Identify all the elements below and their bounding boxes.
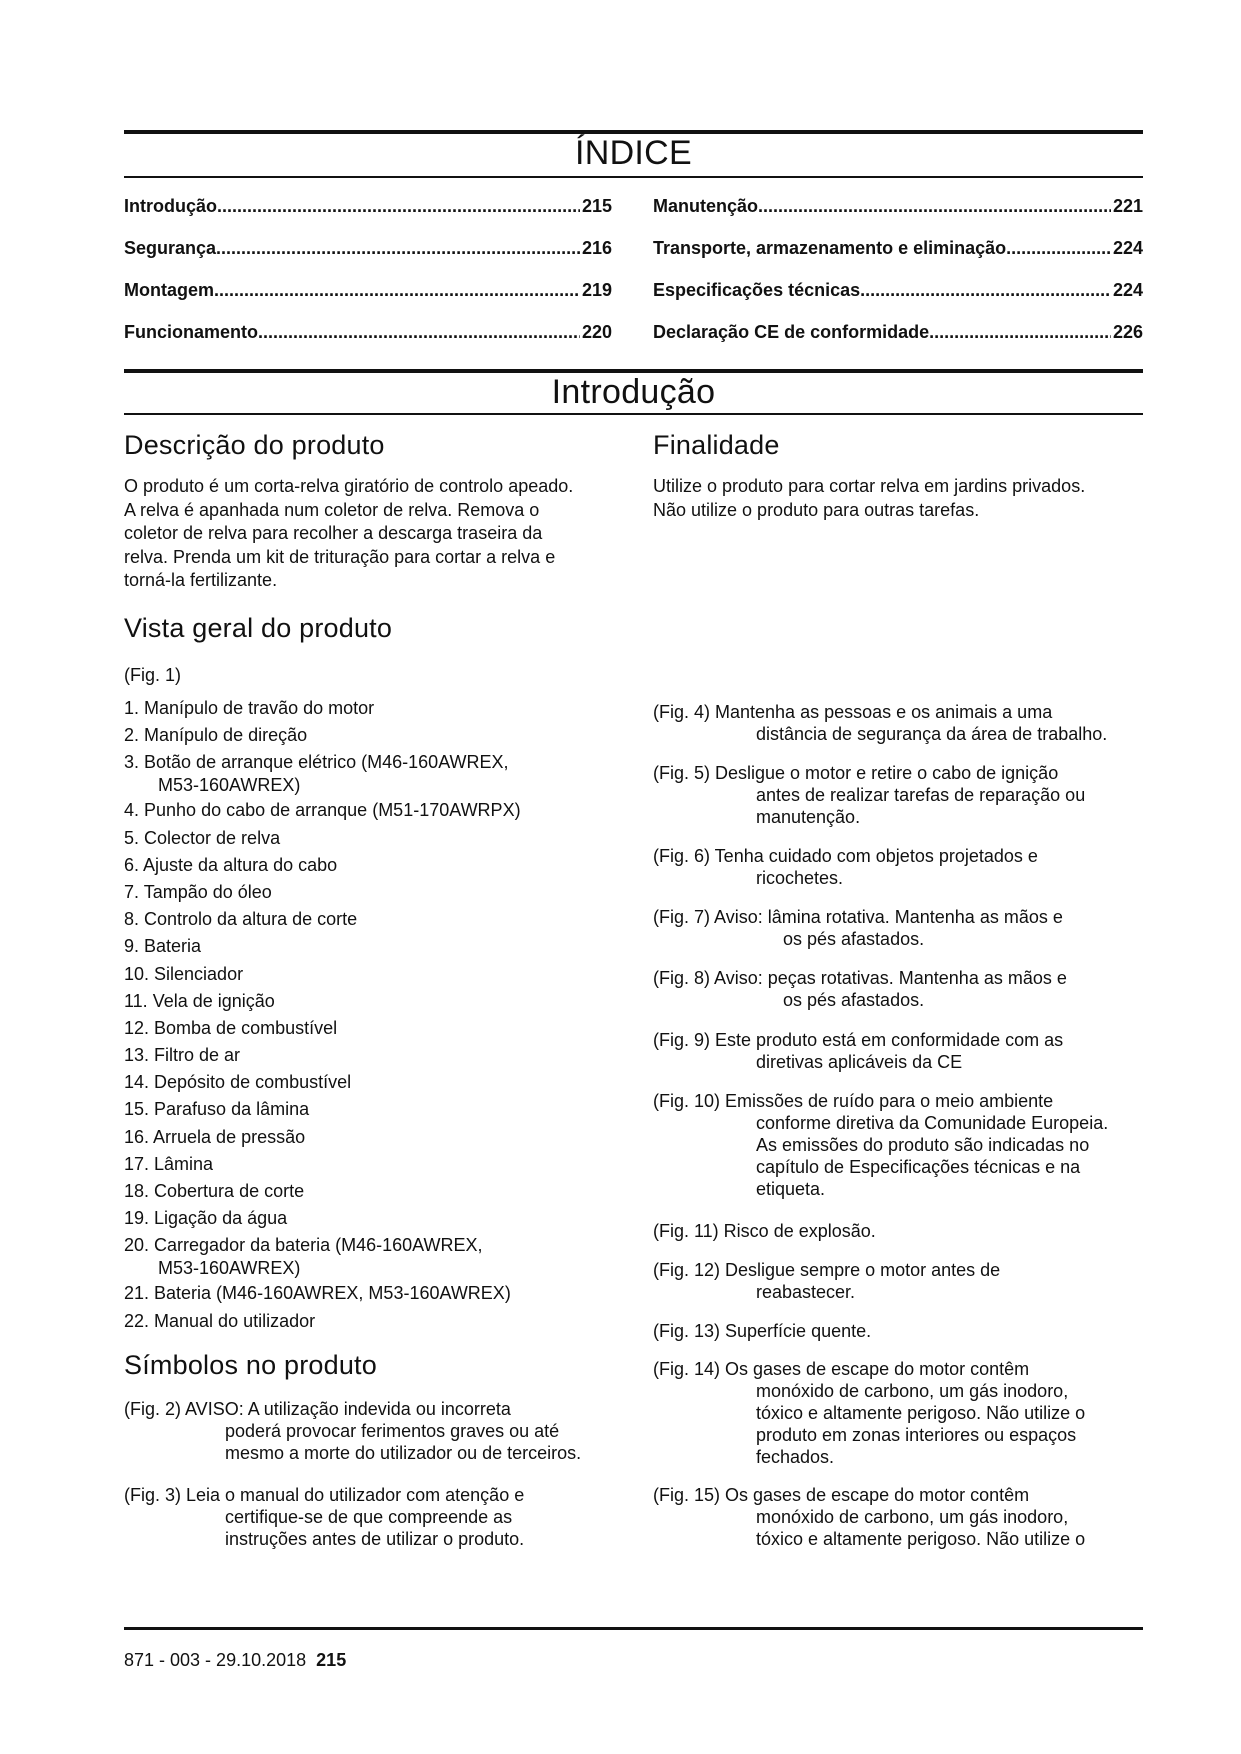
list-item: 21. Bateria (M46-160AWREX, M53-160AWREX) (124, 1283, 511, 1304)
vista-heading: Vista geral do produto (124, 613, 393, 643)
symbol-fig-11: (Fig. 11) Risco de explosão. (653, 1221, 876, 1241)
toc-title: ÍNDICE (574, 134, 693, 172)
list-item: 22. Manual do utilizador (124, 1310, 316, 1331)
footer-rule (124, 1627, 1143, 1630)
symbol-fig-7: (Fig. 7) Aviso: lâmina rotativa. Mantenha as mãos e os pés afastados. (653, 907, 1063, 949)
toc-entry-seguranca[interactable]: Segurança ..... 216 (124, 235, 612, 259)
intro-title-rule (124, 413, 1143, 415)
finalidade-heading: Finalidade (653, 430, 780, 460)
symbol-fig-5: (Fig. 5) Desligue o motor e retire o cabo de ignição antes de realizar tarefas de reparação ou manutenção. (653, 763, 1086, 827)
list-item: 2. Manípulo de direção (124, 725, 308, 746)
symbol-fig-13: (Fig. 13) Superfície quente. (653, 1321, 872, 1341)
list-item: 17. Lâmina (124, 1153, 214, 1174)
symbol-fig-9: (Fig. 9) Este produto está em conformidade com as diretivas aplicáveis da CE (653, 1030, 1064, 1072)
page-footer (124, 1650, 346, 1671)
symbol-fig-6: (Fig. 6) Tenha cuidado com objetos projetados e ricochetes. (653, 846, 1038, 888)
symbol-fig-2: (Fig. 2) AVISO: A utilização indevida ou incorreta poderá provocar ferimentos graves ou até mesmo a morte do utilizador ou de terceiros. (124, 1399, 582, 1463)
symbol-fig-4: (Fig. 4) Mantenha as pessoas e os animais a uma distância de segurança da área de trabalho. (653, 702, 1108, 744)
list-item: 13. Filtro de ar (124, 1045, 241, 1066)
symbol-fig-8: (Fig. 8) Aviso: peças rotativas. Mantenha as mãos e os pés afastados. (653, 968, 1067, 1010)
toc-title-rule (124, 176, 1143, 178)
toc-entry-transporte[interactable]: Transporte, armazenamento e eliminação ..... 224 (653, 235, 1143, 259)
toc-entry-funcionamento[interactable]: Funcionamento ..... 220 (124, 319, 612, 343)
list-item: 19. Ligação da água (124, 1208, 288, 1229)
simbolos-heading: Símbolos no produto (124, 1350, 377, 1380)
list-item: 6. Ajuste da altura do cabo (124, 854, 338, 875)
toc-entry-especificacoes[interactable]: Especificações técnicas ..... 224 (653, 277, 1143, 301)
component-list (124, 697, 624, 1337)
doc-reference: 871 - 003 - 29.10.2018 (124, 1650, 307, 1670)
list-item: 14. Depósito de combustível (124, 1072, 352, 1093)
symbol-fig-3: (Fig. 3) Leia o manual do utilizador com atenção e certifique-se de que compreende as instruções antes de utilizar o produto. (124, 1485, 525, 1549)
symbol-fig-14: (Fig. 14) Os gases de escape do motor contêm monóxido de carbono, um gás inodoro, tóxico e altamente perigoso. Não utilize o produto em zonas interiores ou espaços fechados. (653, 1359, 1086, 1467)
list-item: 11. Vela de ignição (124, 990, 275, 1011)
symbol-fig-15: (Fig. 15) Os gases de escape do motor contêm monóxido de carbono, um gás inodoro, tóxico e altamente perigoso. Não utilize o (653, 1485, 1086, 1549)
list-item: 8. Controlo da altura de corte (124, 909, 358, 930)
list-item: 12. Bomba de combustível (124, 1017, 338, 1038)
vista-fig-ref: (Fig. 1) (124, 665, 182, 685)
list-item: 16. Arruela de pressão (124, 1126, 306, 1147)
toc-entry-introducao[interactable]: Introdução ..... 215 (124, 193, 612, 217)
list-item: 15. Parafuso da lâmina (124, 1099, 310, 1120)
symbol-fig-12: (Fig. 12) Desligue sempre o motor antes de reabastecer. (653, 1260, 1001, 1302)
list-item: 3. Botão de arranque elétrico (M46-160AWREX, M53-160AWREX) (124, 752, 509, 796)
toc-entry-manutencao[interactable]: Manutenção ..... 221 (653, 193, 1143, 217)
finalidade-text: Utilize o produto para cortar relva em jardins privados. Não utilize o produto para outras tarefas. (653, 476, 1086, 520)
list-item: 10. Silenciador (124, 963, 244, 984)
list-item: 7. Tampão do óleo (124, 881, 272, 902)
list-item: 4. Punho do cabo de arranque (M51-170AWRPX) (124, 800, 521, 821)
list-item: 9. Bateria (124, 936, 202, 957)
list-item: 20. Carregador da bateria (M46-160AWREX, M53-160AWREX) (124, 1235, 483, 1279)
page-number: 215 (316, 1650, 347, 1670)
list-item: 1. Manípulo de travão do motor (124, 698, 375, 718)
descricao-heading: Descrição do produto (124, 430, 385, 460)
descricao-text: O produto é um corta-relva giratório de controlo apeado. A relva é apanhada num coletor de relva. Remova o coletor de relva para recolher a descarga traseira da relva. Prenda um kit de trituração para cortar a relva e torná-la fertilizante. (124, 476, 574, 590)
list-item: 5. Colector de relva (124, 827, 281, 848)
toc-entry-montagem[interactable]: Montagem ..... 219 (124, 277, 612, 301)
intro-title: Introdução (551, 373, 716, 411)
list-item: 18. Cobertura de corte (124, 1181, 305, 1201)
symbol-fig-10: (Fig. 10) Emissões de ruído para o meio ambiente conforme diretiva da Comunidade Europeia. As emissões do produto são indicadas no capítulo de Especificações técnicas e na etiqueta. (653, 1091, 1109, 1199)
toc-entry-declaracao[interactable]: Declaração CE de conformidade ..... 226 (653, 319, 1143, 343)
